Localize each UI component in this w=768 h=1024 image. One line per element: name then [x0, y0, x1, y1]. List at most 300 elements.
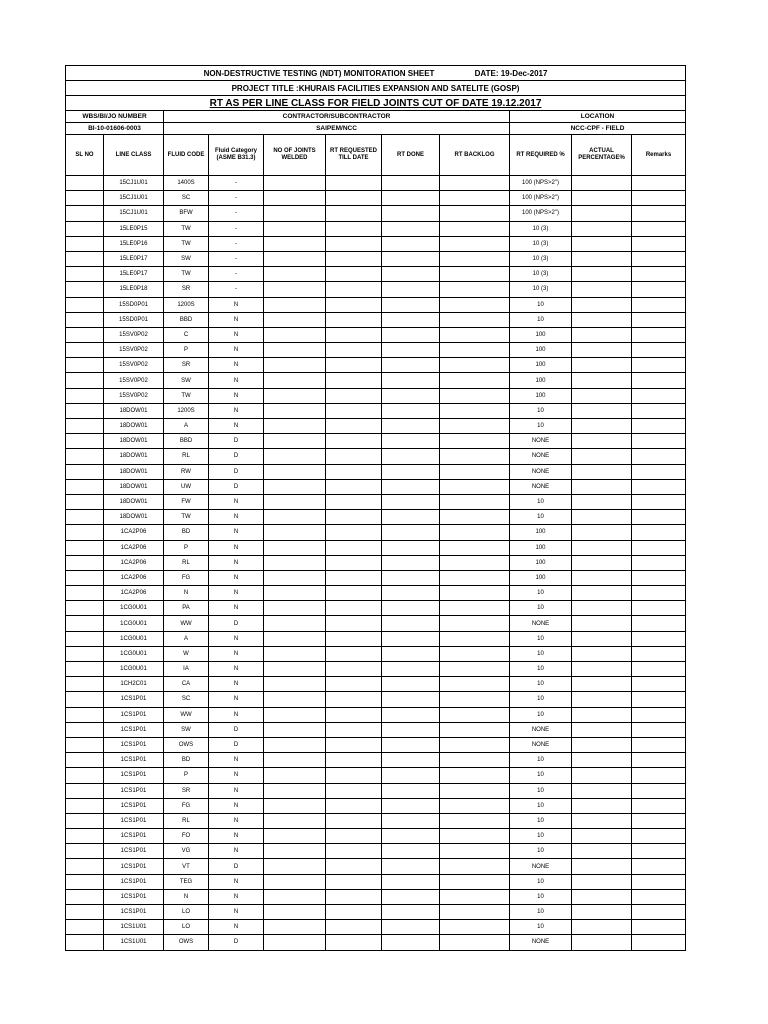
cell-rt-backlog — [440, 221, 510, 236]
table-row — [66, 343, 686, 358]
table-row — [66, 388, 686, 403]
cell-fluid-category: N — [209, 510, 264, 525]
cell-fluid-code: A — [164, 419, 209, 434]
cell-joints-welded — [264, 358, 326, 373]
cell-actual-percentage — [572, 753, 632, 768]
cell-actual-percentage — [572, 555, 632, 570]
cell-rt-requested — [326, 343, 382, 358]
cell-rt-backlog — [440, 692, 510, 707]
cell-fluid-code: TW — [164, 236, 209, 251]
cell-rt-done — [382, 737, 440, 752]
cell-line-class: 1CS1P01 — [104, 889, 164, 904]
cell-joints-welded — [264, 570, 326, 585]
table-row — [66, 677, 686, 692]
cell-fluid-code: TW — [164, 388, 209, 403]
table-row — [66, 920, 686, 935]
cell-rt-requested — [326, 191, 382, 206]
cell-joints-welded — [264, 221, 326, 236]
cell-fluid-code: SW — [164, 373, 209, 388]
cell-remarks — [632, 692, 686, 707]
cell-fluid-code: W — [164, 646, 209, 661]
table-row — [66, 327, 686, 342]
cell-joints-welded — [264, 312, 326, 327]
cell-rt-required: 10 — [510, 920, 572, 935]
cell-line-class: 1CG0U01 — [104, 662, 164, 677]
cell-rt-required: NONE — [510, 464, 572, 479]
cell-rt-backlog — [440, 510, 510, 525]
cell-actual-percentage — [572, 829, 632, 844]
cell-sl-no — [66, 692, 104, 707]
cell-fluid-code: RW — [164, 464, 209, 479]
cell-fluid-code: P — [164, 540, 209, 555]
table-row — [66, 419, 686, 434]
table-row — [66, 707, 686, 722]
cell-rt-required: 100 — [510, 540, 572, 555]
cell-rt-backlog — [440, 616, 510, 631]
cell-line-class: 15LE0P16 — [104, 236, 164, 251]
cell-rt-done — [382, 206, 440, 221]
table-row — [66, 555, 686, 570]
cell-rt-required: 10 — [510, 510, 572, 525]
cell-remarks — [632, 494, 686, 509]
cell-fluid-category: N — [209, 798, 264, 813]
cell-fluid-code: TW — [164, 510, 209, 525]
cell-joints-welded — [264, 631, 326, 646]
table-row — [66, 297, 686, 312]
ndt-monitoration-sheet — [65, 65, 685, 951]
cell-rt-requested — [326, 297, 382, 312]
project-title: PROJECT TITLE :KHURAIS FACILITIES EXPANSION AND SATELITE (GOSP) — [66, 81, 686, 96]
cell-actual-percentage — [572, 813, 632, 828]
cell-rt-requested — [326, 176, 382, 191]
cell-fluid-code: A — [164, 631, 209, 646]
cell-rt-done — [382, 768, 440, 783]
cell-rt-required: NONE — [510, 479, 572, 494]
col-sl-no: SL NO — [66, 135, 104, 176]
cell-fluid-code: RL — [164, 813, 209, 828]
cell-fluid-category: D — [209, 859, 264, 874]
cell-remarks — [632, 829, 686, 844]
cell-actual-percentage — [572, 570, 632, 585]
cell-fluid-category: N — [209, 905, 264, 920]
cell-rt-requested — [326, 874, 382, 889]
cell-line-class: 1CS1P01 — [104, 783, 164, 798]
cell-fluid-code: SC — [164, 692, 209, 707]
cell-rt-requested — [326, 737, 382, 752]
cell-rt-requested — [326, 525, 382, 540]
cell-rt-requested — [326, 707, 382, 722]
cell-remarks — [632, 586, 686, 601]
cell-rt-requested — [326, 601, 382, 616]
cell-line-class: 18DOW01 — [104, 419, 164, 434]
cell-rt-backlog — [440, 586, 510, 601]
cell-rt-required: 10 — [510, 783, 572, 798]
cell-sl-no — [66, 601, 104, 616]
cell-rt-requested — [326, 692, 382, 707]
table-row — [66, 662, 686, 677]
cell-remarks — [632, 221, 686, 236]
cell-fluid-code: 1400S — [164, 176, 209, 191]
cell-fluid-category: - — [209, 236, 264, 251]
cell-joints-welded — [264, 692, 326, 707]
cell-rt-done — [382, 753, 440, 768]
cell-rt-requested — [326, 327, 382, 342]
col-fluid-code: FLUID CODE — [164, 135, 209, 176]
cell-rt-done — [382, 874, 440, 889]
cell-line-class: 1CS1U01 — [104, 935, 164, 950]
cell-rt-backlog — [440, 555, 510, 570]
cell-sl-no — [66, 236, 104, 251]
col-rt-done: RT DONE — [382, 135, 440, 176]
cell-rt-requested — [326, 221, 382, 236]
cell-rt-done — [382, 327, 440, 342]
cell-rt-backlog — [440, 251, 510, 266]
cell-rt-done — [382, 434, 440, 449]
cell-rt-required: 10 — [510, 677, 572, 692]
cell-rt-done — [382, 677, 440, 692]
cell-line-class: 1CS1P01 — [104, 722, 164, 737]
cell-rt-required: 10 — [510, 601, 572, 616]
cell-joints-welded — [264, 920, 326, 935]
cell-remarks — [632, 251, 686, 266]
cell-rt-required: 10 — [510, 419, 572, 434]
cell-joints-welded — [264, 935, 326, 950]
cell-joints-welded — [264, 905, 326, 920]
cell-fluid-category: N — [209, 646, 264, 661]
cell-remarks — [632, 555, 686, 570]
cell-sl-no — [66, 631, 104, 646]
cell-joints-welded — [264, 494, 326, 509]
cell-rt-done — [382, 282, 440, 297]
cell-rt-required: NONE — [510, 449, 572, 464]
cell-rt-backlog — [440, 783, 510, 798]
table-row — [66, 312, 686, 327]
cell-fluid-category: N — [209, 297, 264, 312]
cell-rt-done — [382, 692, 440, 707]
location-label: LOCATION — [510, 111, 686, 123]
cell-remarks — [632, 722, 686, 737]
cell-actual-percentage — [572, 935, 632, 950]
cell-joints-welded — [264, 722, 326, 737]
cell-rt-requested — [326, 510, 382, 525]
cell-rt-required: 10 — [510, 586, 572, 601]
cell-fluid-category: N — [209, 768, 264, 783]
table-row — [66, 586, 686, 601]
cell-rt-required: 100 — [510, 327, 572, 342]
cell-fluid-category: - — [209, 282, 264, 297]
cell-rt-required: 10 (3) — [510, 251, 572, 266]
cell-fluid-category: N — [209, 753, 264, 768]
cell-rt-requested — [326, 373, 382, 388]
table-row — [66, 510, 686, 525]
cell-rt-requested — [326, 813, 382, 828]
cell-rt-done — [382, 221, 440, 236]
cell-rt-done — [382, 798, 440, 813]
table-row — [66, 479, 686, 494]
cell-sl-no — [66, 434, 104, 449]
cell-rt-backlog — [440, 570, 510, 585]
cell-joints-welded — [264, 829, 326, 844]
cell-rt-required: 10 — [510, 844, 572, 859]
cell-rt-done — [382, 540, 440, 555]
cell-remarks — [632, 616, 686, 631]
cell-fluid-category: N — [209, 631, 264, 646]
cell-rt-done — [382, 722, 440, 737]
cell-rt-required: 100 — [510, 555, 572, 570]
cell-sl-no — [66, 343, 104, 358]
cell-actual-percentage — [572, 373, 632, 388]
cell-sl-no — [66, 312, 104, 327]
cell-actual-percentage — [572, 525, 632, 540]
cell-rt-required: 10 (3) — [510, 221, 572, 236]
cell-actual-percentage — [572, 707, 632, 722]
ndt-table — [65, 65, 686, 951]
cell-fluid-code: 1200S — [164, 297, 209, 312]
cell-rt-requested — [326, 662, 382, 677]
cell-rt-backlog — [440, 191, 510, 206]
cell-rt-done — [382, 419, 440, 434]
cell-line-class: 1CA2P06 — [104, 525, 164, 540]
cell-sl-no — [66, 419, 104, 434]
table-row — [66, 737, 686, 752]
cell-actual-percentage — [572, 297, 632, 312]
cell-line-class: 15CJ1U01 — [104, 191, 164, 206]
cell-rt-required: NONE — [510, 737, 572, 752]
cell-rt-done — [382, 829, 440, 844]
cell-rt-backlog — [440, 798, 510, 813]
cell-fluid-code: SW — [164, 251, 209, 266]
cell-sl-no — [66, 722, 104, 737]
cell-rt-done — [382, 358, 440, 373]
cell-joints-welded — [264, 251, 326, 266]
table-row — [66, 692, 686, 707]
cell-remarks — [632, 889, 686, 904]
cell-rt-backlog — [440, 282, 510, 297]
cell-rt-done — [382, 297, 440, 312]
cell-sl-no — [66, 449, 104, 464]
cell-actual-percentage — [572, 267, 632, 282]
cell-rt-required: NONE — [510, 722, 572, 737]
cell-sl-no — [66, 267, 104, 282]
cell-rt-backlog — [440, 419, 510, 434]
cell-rt-required: 10 — [510, 646, 572, 661]
cell-fluid-code: BD — [164, 753, 209, 768]
cell-fluid-code: BBD — [164, 434, 209, 449]
cell-rt-done — [382, 813, 440, 828]
cell-rt-required: 100 — [510, 373, 572, 388]
column-headers — [66, 135, 686, 176]
cell-line-class: 18DOW01 — [104, 494, 164, 509]
cell-rt-done — [382, 783, 440, 798]
table-row — [66, 935, 686, 950]
cell-remarks — [632, 540, 686, 555]
cell-line-class: 1CS1P01 — [104, 753, 164, 768]
cell-fluid-code: SC — [164, 191, 209, 206]
cell-rt-requested — [326, 419, 382, 434]
cell-rt-backlog — [440, 388, 510, 403]
cell-rt-backlog — [440, 874, 510, 889]
cell-rt-requested — [326, 236, 382, 251]
cell-joints-welded — [264, 753, 326, 768]
cell-joints-welded — [264, 859, 326, 874]
table-row — [66, 403, 686, 418]
cell-remarks — [632, 570, 686, 585]
table-row — [66, 540, 686, 555]
cell-rt-backlog — [440, 601, 510, 616]
cell-actual-percentage — [572, 327, 632, 342]
cell-sl-no — [66, 221, 104, 236]
cell-rt-required: 10 — [510, 768, 572, 783]
cell-line-class: 1CH2C01 — [104, 677, 164, 692]
cell-fluid-code: BBD — [164, 312, 209, 327]
cell-rt-required: 100 — [510, 343, 572, 358]
cell-fluid-category: N — [209, 662, 264, 677]
cell-actual-percentage — [572, 677, 632, 692]
cell-sl-no — [66, 327, 104, 342]
cell-fluid-category: D — [209, 479, 264, 494]
cell-rt-backlog — [440, 662, 510, 677]
cell-rt-backlog — [440, 403, 510, 418]
cell-actual-percentage — [572, 388, 632, 403]
cell-rt-required: 10 — [510, 889, 572, 904]
cell-rt-requested — [326, 464, 382, 479]
cell-joints-welded — [264, 434, 326, 449]
cell-line-class: 1CA2P06 — [104, 586, 164, 601]
cell-rt-backlog — [440, 707, 510, 722]
cell-rt-backlog — [440, 464, 510, 479]
cell-line-class: 18DOW01 — [104, 403, 164, 418]
cell-rt-requested — [326, 403, 382, 418]
cell-remarks — [632, 191, 686, 206]
cell-fluid-category: N — [209, 813, 264, 828]
cell-rt-done — [382, 403, 440, 418]
cell-rt-backlog — [440, 905, 510, 920]
cell-actual-percentage — [572, 601, 632, 616]
cell-actual-percentage — [572, 586, 632, 601]
cell-line-class: 1CS1P01 — [104, 798, 164, 813]
cell-actual-percentage — [572, 464, 632, 479]
cell-fluid-code: VT — [164, 859, 209, 874]
cell-joints-welded — [264, 662, 326, 677]
cell-remarks — [632, 403, 686, 418]
cell-remarks — [632, 373, 686, 388]
cell-rt-requested — [326, 798, 382, 813]
cell-joints-welded — [264, 737, 326, 752]
table-row — [66, 813, 686, 828]
cell-line-class: 18DOW01 — [104, 464, 164, 479]
cell-actual-percentage — [572, 403, 632, 418]
cell-rt-required: 10 (3) — [510, 282, 572, 297]
cell-sl-no — [66, 737, 104, 752]
cell-joints-welded — [264, 176, 326, 191]
cell-line-class: 1CG0U01 — [104, 631, 164, 646]
cell-rt-done — [382, 920, 440, 935]
cell-line-class: 15LE0P15 — [104, 221, 164, 236]
wbs-label: WBS/BI/JO NUMBER — [66, 111, 164, 123]
cell-sl-no — [66, 813, 104, 828]
cell-remarks — [632, 601, 686, 616]
cell-rt-done — [382, 905, 440, 920]
table-row — [66, 829, 686, 844]
cell-rt-backlog — [440, 540, 510, 555]
contractor-label: CONTRACTOR/SUBCONTRACTOR — [164, 111, 510, 123]
cell-rt-backlog — [440, 312, 510, 327]
cell-rt-requested — [326, 358, 382, 373]
cell-line-class: 15SV0P02 — [104, 327, 164, 342]
cell-fluid-category: N — [209, 601, 264, 616]
table-row — [66, 449, 686, 464]
cell-fluid-category: N — [209, 783, 264, 798]
cell-line-class: 1CA2P06 — [104, 570, 164, 585]
cell-fluid-code: FW — [164, 494, 209, 509]
cell-sl-no — [66, 282, 104, 297]
cell-actual-percentage — [572, 251, 632, 266]
cell-line-class: 1CS1P01 — [104, 829, 164, 844]
cell-rt-done — [382, 464, 440, 479]
cell-rt-done — [382, 616, 440, 631]
cell-rt-backlog — [440, 479, 510, 494]
cell-actual-percentage — [572, 494, 632, 509]
cell-rt-required: 10 — [510, 403, 572, 418]
cell-rt-backlog — [440, 297, 510, 312]
cell-sl-no — [66, 586, 104, 601]
cell-line-class: 1CA2P06 — [104, 540, 164, 555]
cell-actual-percentage — [572, 798, 632, 813]
cell-rt-backlog — [440, 494, 510, 509]
cell-sl-no — [66, 403, 104, 418]
cell-sl-no — [66, 768, 104, 783]
cell-joints-welded — [264, 586, 326, 601]
cell-sl-no — [66, 525, 104, 540]
cell-rt-required: 100 — [510, 388, 572, 403]
cell-rt-requested — [326, 616, 382, 631]
cell-remarks — [632, 388, 686, 403]
cell-fluid-category: D — [209, 464, 264, 479]
cell-line-class: 15SV0P02 — [104, 373, 164, 388]
sheet-date: DATE: 19-Dec-2017 — [474, 68, 548, 78]
cell-rt-requested — [326, 631, 382, 646]
cell-rt-requested — [326, 722, 382, 737]
cell-line-class: 15SV0P02 — [104, 343, 164, 358]
cell-rt-backlog — [440, 327, 510, 342]
cell-remarks — [632, 464, 686, 479]
cell-sl-no — [66, 662, 104, 677]
cell-rt-backlog — [440, 358, 510, 373]
cell-rt-done — [382, 586, 440, 601]
cell-fluid-category: D — [209, 737, 264, 752]
cell-joints-welded — [264, 388, 326, 403]
cell-rt-required: NONE — [510, 935, 572, 950]
cell-joints-welded — [264, 479, 326, 494]
cell-remarks — [632, 343, 686, 358]
cell-fluid-code: SR — [164, 358, 209, 373]
cell-sl-no — [66, 297, 104, 312]
cell-sl-no — [66, 753, 104, 768]
cell-joints-welded — [264, 601, 326, 616]
cell-fluid-code: BFW — [164, 206, 209, 221]
cell-remarks — [632, 176, 686, 191]
cell-fluid-category: N — [209, 874, 264, 889]
col-rt-requested: RT REQUESTED TILL DATE — [326, 135, 382, 176]
table-row — [66, 358, 686, 373]
cell-remarks — [632, 844, 686, 859]
table-row — [66, 206, 686, 221]
cell-rt-required: 10 (3) — [510, 267, 572, 282]
cell-rt-required: NONE — [510, 616, 572, 631]
cell-rt-backlog — [440, 920, 510, 935]
cell-remarks — [632, 859, 686, 874]
cell-rt-required: 10 — [510, 829, 572, 844]
